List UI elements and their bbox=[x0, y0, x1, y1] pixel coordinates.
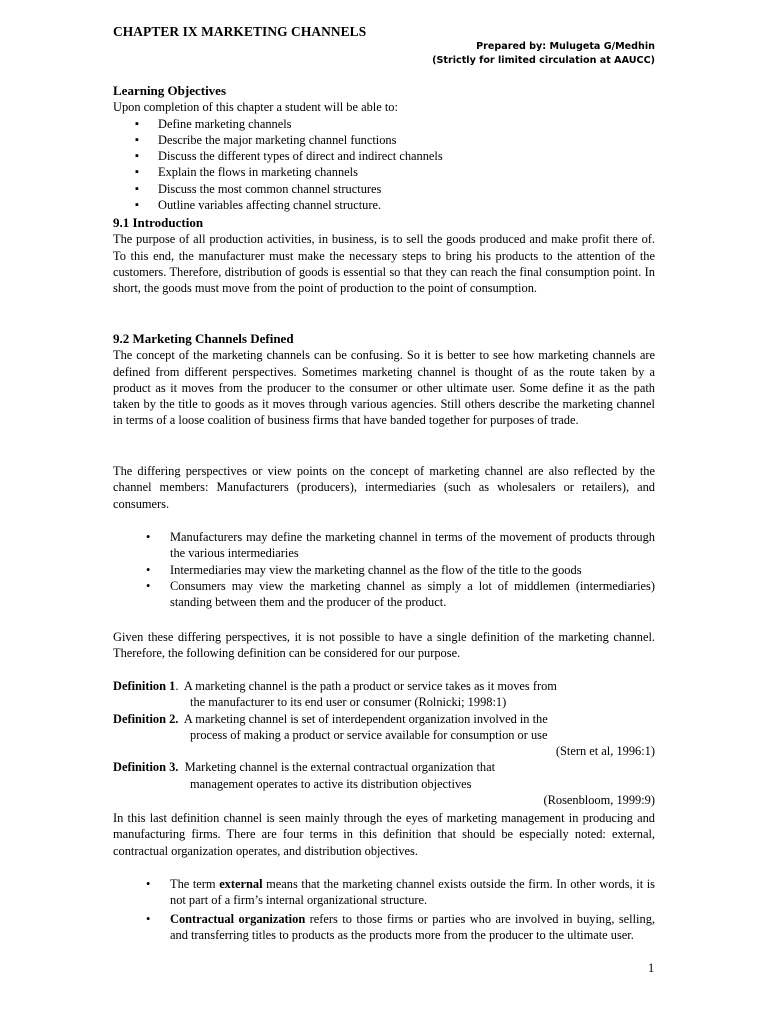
list-item: • Intermediaries may view the marketing channel as the flow of the title to the goods bbox=[146, 562, 582, 577]
list-item: • Consumers may view the marketing channel as simply a lot of middlemen (intermediaries) standing between them and the producer of the product. bbox=[146, 578, 655, 610]
list-item: ▪ Define marketing channels bbox=[113, 116, 655, 132]
paragraph: Given these differing perspectives, it is not possible to have a single definition of the marketing channel. Therefore, the following definition can be considered for our purpose. bbox=[113, 630, 655, 661]
list-item: ▪ Discuss the most common channel structures bbox=[113, 181, 655, 197]
citation: (Stern et al, 1996:1) bbox=[555, 744, 655, 759]
perspectives-list bbox=[113, 529, 655, 610]
list-item: ▪ Discuss the different types of direct and indirect channels bbox=[113, 148, 655, 164]
definitions-section bbox=[113, 331, 655, 429]
citation: (Rosenbloom, 1999:9) bbox=[543, 793, 655, 808]
bullet-icon: • bbox=[146, 578, 151, 593]
prepared-by: Prepared by: Mulugeta G/Medhin bbox=[476, 41, 655, 52]
circulation-note: (Strictly for limited circulation at AAUCC) bbox=[432, 55, 655, 66]
list-item: • Manufacturers may define the marketing channel in terms of the movement of products through the various intermediaries bbox=[146, 530, 655, 561]
objectives-list bbox=[113, 116, 655, 214]
paragraph: The concept of the marketing channels can be confusing. So it is better to see how marketing channels are defined from different perspectives. Sometimes marketing channel is thought of as the route taken by a product as it moves from the producer to the consumer or other ultimate user. Some define it as the path taken by the title to goods as it moves through various agencies. Still others describe the marketing channel in terms of a loose coalition of business firms that have banded together for purposes of trade. bbox=[113, 348, 655, 428]
bullet-icon: • bbox=[146, 911, 151, 926]
paragraph: In this last definition channel is seen mainly through the eyes of marketing management in producing and manufacturing firms. There are four terms in this definition that should be especially noted: external, contractual organization operates, and distribution objectives. bbox=[113, 811, 655, 858]
paragraph: The differing perspectives or view points on the concept of marketing channel are also reflected by the channel members: Manufacturers (producers), intermediaries (such as wholesalers or retailers), and consumers. bbox=[113, 464, 655, 511]
section-heading: 9.1 Introduction bbox=[113, 215, 204, 230]
definition-1: Definition 1. A marketing channel is the path a product or service takes as it moves from the manufacturer to its end user or consumer (Rolnicki; 1998:1) bbox=[113, 679, 557, 710]
definition-3: Definition 3. Marketing channel is the external contractual organization that management operates to active its distribution objectives (Rosenbloom, 1999:9) bbox=[113, 760, 655, 808]
bullet-icon: • bbox=[146, 877, 151, 891]
terms-list bbox=[113, 876, 655, 943]
objectives-intro: Upon completion of this chapter a student will be able to: bbox=[113, 100, 398, 115]
introduction-section bbox=[113, 215, 655, 296]
objectives-heading: Learning Objectives bbox=[113, 83, 227, 98]
page-number: 1 bbox=[648, 961, 655, 975]
list-item: ▪ Describe the major marketing channel functions bbox=[113, 132, 655, 148]
definition-2: Definition 2. A marketing channel is set of interdependent organization involved in the process of making a product or service available for consumption or use (Stern et al, 1996:1) bbox=[113, 711, 655, 759]
list-item: • Contractual organization refers to those firms or parties who are involved in buying, selling, and transferring titles to products as the products more from the producer to the ultimate user. bbox=[146, 911, 655, 942]
bullet-icon: • bbox=[146, 530, 151, 544]
list-item: ▪ Outline variables affecting channel structure. bbox=[113, 197, 655, 213]
chapter-title: CHAPTER IX MARKETING CHANNELS bbox=[113, 24, 367, 39]
definitions-list bbox=[113, 678, 655, 808]
learning-objectives bbox=[113, 83, 655, 213]
list-item: • The term external means that the marketing channel exists outside the firm. In other words, it is not part of a firm’s internal organizational structure. bbox=[146, 877, 655, 908]
list-item: ▪ Explain the flows in marketing channels bbox=[113, 164, 655, 180]
bullet-icon: • bbox=[146, 562, 151, 577]
section-heading: 9.2 Marketing Channels Defined bbox=[113, 331, 294, 346]
paragraph: The purpose of all production activities, in business, is to sell the goods produced and make profit there of. To this end, the manufacturer must make the necessary steps to bring his products to the attention of the customers. Therefore, distribution of goods is essential so that they can reach the final consumption point. In short, the goods must move from the point of production to the point of consumption. bbox=[113, 232, 655, 296]
